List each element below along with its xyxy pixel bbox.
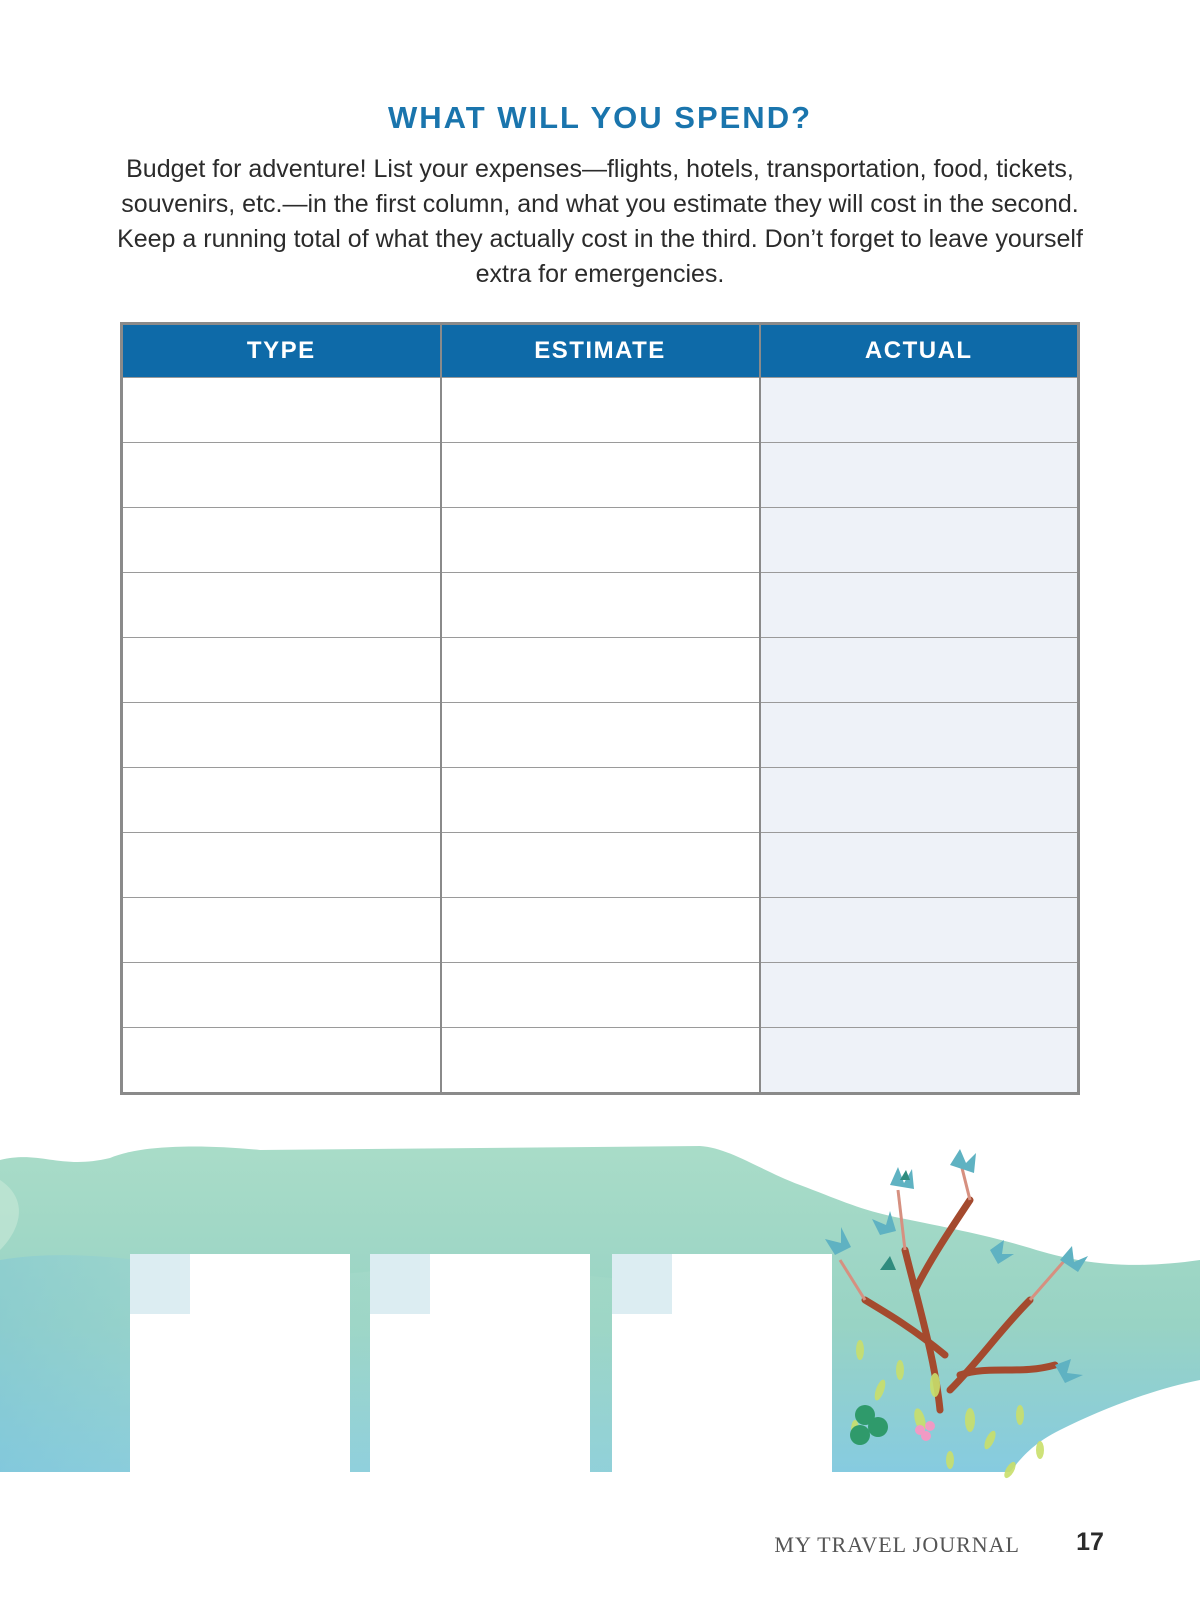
- actual-cell[interactable]: [760, 443, 1079, 508]
- type-cell[interactable]: [122, 508, 441, 573]
- table-row: [122, 378, 1079, 443]
- type-cell[interactable]: [122, 638, 441, 703]
- column-header-estimate: ESTIMATE: [441, 324, 760, 378]
- table-row: [122, 703, 1079, 768]
- estimate-cell[interactable]: [441, 508, 760, 573]
- photo-corner-tab: [370, 1254, 430, 1314]
- type-cell[interactable]: [122, 963, 441, 1028]
- photo-corner-tab: [130, 1254, 190, 1314]
- actual-cell[interactable]: [760, 963, 1079, 1028]
- estimate-cell[interactable]: [441, 638, 760, 703]
- actual-cell[interactable]: [760, 898, 1079, 963]
- photo-box: [370, 1254, 590, 1476]
- type-cell[interactable]: [122, 898, 441, 963]
- actual-cell[interactable]: [760, 378, 1079, 443]
- estimate-cell[interactable]: [441, 768, 760, 833]
- type-cell[interactable]: [122, 768, 441, 833]
- estimate-cell[interactable]: [441, 1028, 760, 1094]
- page-title: WHAT WILL YOU SPEND?: [387, 100, 813, 135]
- column-header-actual: ACTUAL: [760, 324, 1079, 378]
- estimate-cell[interactable]: [441, 443, 760, 508]
- table-row: [122, 963, 1079, 1028]
- table-row: [122, 833, 1079, 898]
- actual-cell[interactable]: [760, 703, 1079, 768]
- actual-cell[interactable]: [760, 508, 1079, 573]
- type-cell[interactable]: [122, 703, 441, 768]
- estimate-cell[interactable]: [441, 963, 760, 1028]
- table-row: [122, 508, 1079, 573]
- actual-cell[interactable]: [760, 1028, 1079, 1094]
- page-number: 17: [1076, 1528, 1104, 1556]
- table-row: [122, 898, 1079, 963]
- table-row: [122, 638, 1079, 703]
- estimate-cell[interactable]: [441, 573, 760, 638]
- actual-cell[interactable]: [760, 833, 1079, 898]
- estimate-cell[interactable]: [441, 378, 760, 443]
- actual-cell[interactable]: [760, 573, 1079, 638]
- type-cell[interactable]: [122, 573, 441, 638]
- plant-illustration: [820, 1140, 1120, 1500]
- table-row: [122, 443, 1079, 508]
- type-cell[interactable]: [122, 443, 441, 508]
- type-cell[interactable]: [122, 1028, 441, 1094]
- estimate-cell[interactable]: [441, 703, 760, 768]
- table-row: [122, 768, 1079, 833]
- photo-box: [130, 1254, 350, 1476]
- actual-cell[interactable]: [760, 768, 1079, 833]
- type-cell[interactable]: [122, 378, 441, 443]
- table-header-row: [122, 324, 1079, 378]
- table-body: [122, 378, 1079, 1094]
- type-cell[interactable]: [122, 833, 441, 898]
- actual-cell[interactable]: [760, 638, 1079, 703]
- table-row: [122, 1028, 1079, 1094]
- table-row: [122, 573, 1079, 638]
- budget-table: [120, 322, 1080, 1095]
- journal-title: MY TRAVEL JOURNAL: [774, 1532, 1020, 1557]
- estimate-cell[interactable]: [441, 833, 760, 898]
- column-header-type: TYPE: [122, 324, 441, 378]
- estimate-cell[interactable]: [441, 898, 760, 963]
- photo-corner-tab: [612, 1254, 672, 1314]
- photo-box: [612, 1254, 832, 1476]
- intro-paragraph: Budget for adventure! List your expenses—flights, hotels, transportation, food, tickets, souvenirs, etc.—in the first column, and what you estimate they will cost in the second. Keep a running total of what they actually cost in the third. Don’t forget to leave yourself extra for emergencies.: [117, 155, 1083, 288]
